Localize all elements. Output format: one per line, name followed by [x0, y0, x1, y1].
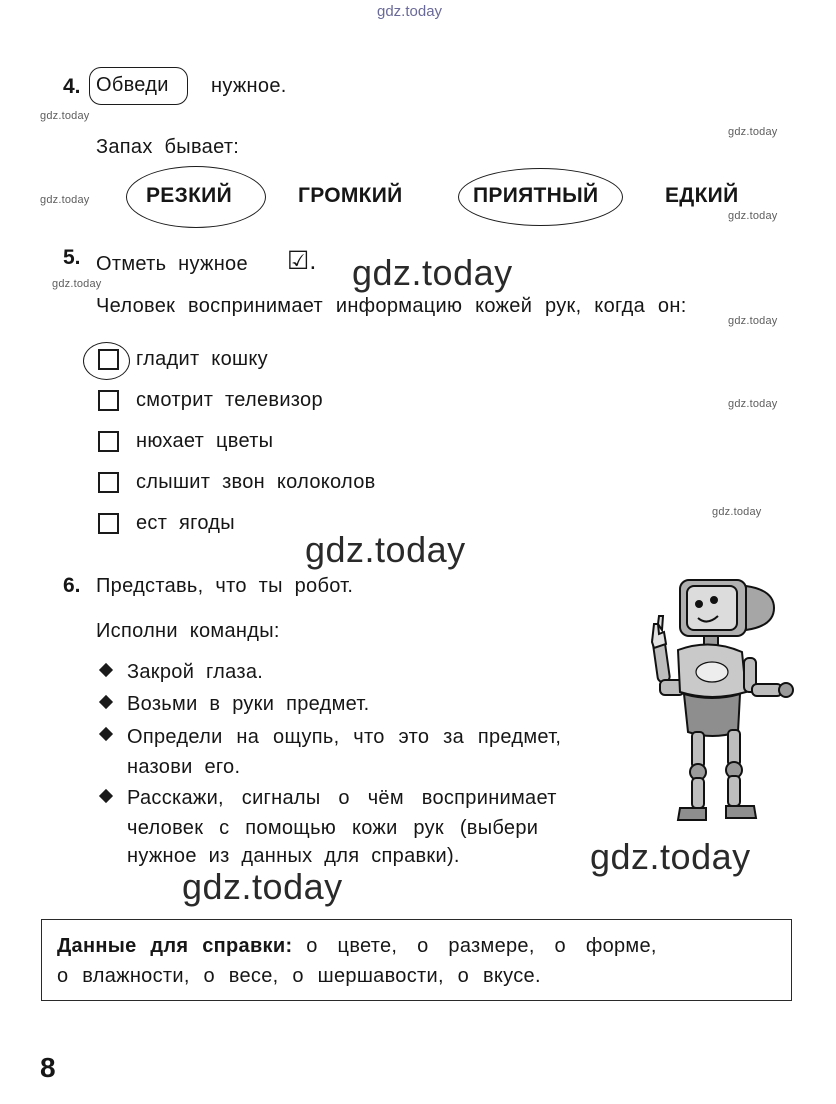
smell-option: ЕДКИЙ: [665, 184, 739, 207]
watermark-small: gdz.today: [728, 398, 778, 410]
watermark-large: gdz.today: [305, 529, 466, 570]
robot-illustration: [640, 572, 795, 834]
checkbox-checked-icon: ☑.: [287, 247, 317, 275]
watermark-small: gdz.today: [728, 315, 778, 327]
checkbox[interactable]: [98, 390, 119, 411]
watermark-large: gdz.today: [352, 252, 513, 293]
task4-verb: Обведи: [96, 74, 169, 96]
command-item: Закрой глаза.: [127, 661, 264, 683]
watermark-small: gdz.today: [40, 110, 90, 122]
option-label: слышит звон колоколов: [136, 471, 376, 493]
watermark-small: gdz.today: [40, 194, 90, 206]
watermark-large: gdz.today: [182, 866, 343, 907]
option-label: ест ягоды: [136, 512, 235, 534]
smell-option: ГРОМКИЙ: [298, 184, 403, 207]
command-item-cont: человек с помощью кожи рук (выбери: [127, 817, 539, 839]
option-label: смотрит телевизор: [136, 389, 323, 411]
page-number: 8: [40, 1052, 56, 1083]
task6-intro: Представь, что ты робот.: [96, 575, 354, 597]
command-item-cont: назови его.: [127, 756, 241, 778]
task6-number: 6.: [63, 574, 81, 597]
watermark-top: gdz.today: [377, 3, 443, 20]
watermark-small: gdz.today: [728, 210, 778, 222]
reference-label: Данные для справки:: [57, 935, 293, 957]
command-item: Определи на ощупь, что это за предмет,: [127, 726, 562, 748]
task5-number: 5.: [63, 246, 81, 269]
reference-text: о цвете, о размере, о форме,: [306, 935, 657, 957]
reference-line-1: [57, 935, 657, 958]
reference-box: [41, 919, 792, 1001]
watermark-small: gdz.today: [52, 278, 102, 290]
checkbox[interactable]: [98, 349, 119, 370]
bullet-icon: [99, 789, 113, 803]
task4-subtitle: Запах бывает:: [96, 136, 240, 158]
bullet-icon: [99, 695, 113, 709]
smell-option: ПРИЯТНЫЙ: [473, 184, 599, 207]
command-item: Расскажи, сигналы о чём воспринимает: [127, 787, 557, 809]
task6-subtitle: Исполни команды:: [96, 620, 280, 642]
bullet-icon: [99, 663, 113, 677]
checkbox[interactable]: [98, 513, 119, 534]
option-label: нюхает цветы: [136, 430, 274, 452]
option-label: гладит кошку: [136, 348, 268, 370]
smell-option: РЕЗКИЙ: [146, 184, 232, 207]
reference-line-2: о влажности, о весе, о шершавости, о вкусе.: [57, 965, 541, 987]
task5-question: Человек воспринимает информацию кожей рук, когда он:: [96, 295, 687, 317]
watermark-small: gdz.today: [728, 126, 778, 138]
checkbox[interactable]: [98, 431, 119, 452]
task4-number: 4.: [63, 75, 81, 98]
watermark-small: gdz.today: [712, 506, 762, 518]
task5-instruction: Отметь нужное: [96, 253, 248, 275]
task4-instruction: нужное.: [211, 75, 287, 97]
command-item: Возьми в руки предмет.: [127, 693, 370, 715]
bullet-icon: [99, 727, 113, 741]
command-item-cont: нужное из данных для справки).: [127, 845, 460, 867]
checkbox[interactable]: [98, 472, 119, 493]
watermark-large: gdz.today: [590, 836, 751, 877]
